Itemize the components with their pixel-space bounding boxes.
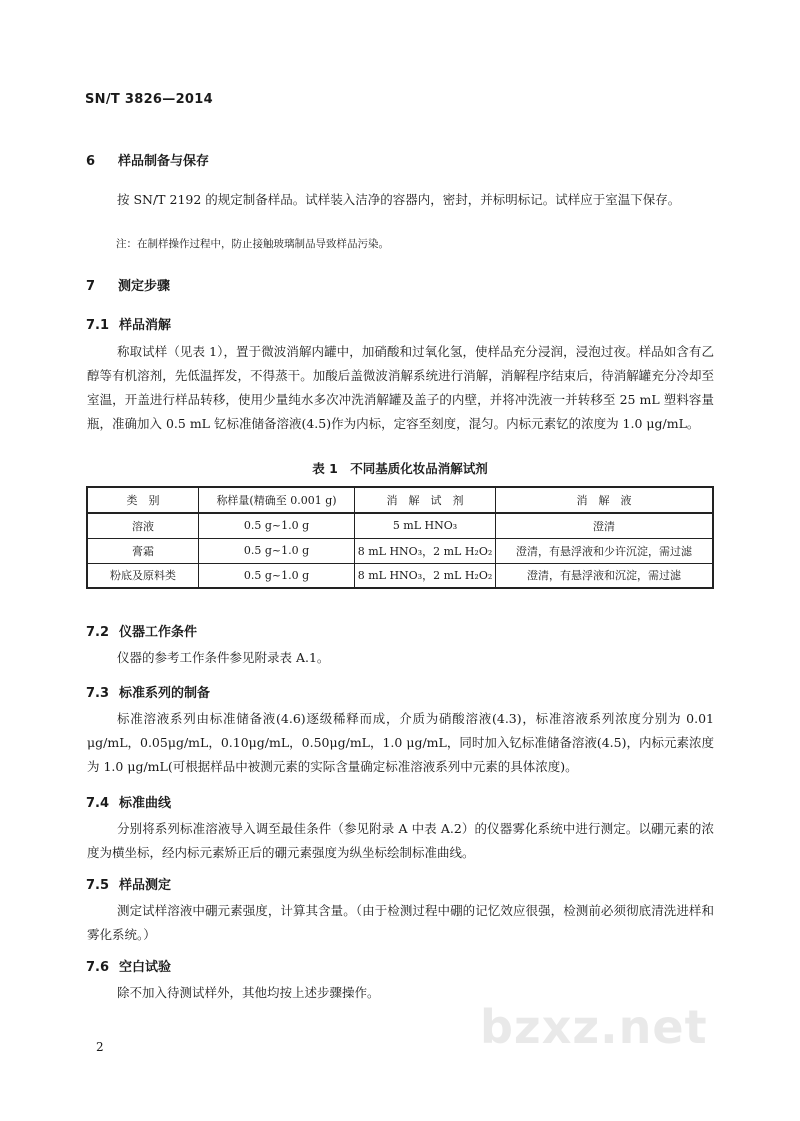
section-number: 7.3: [86, 686, 110, 701]
table-header-cell: 消 解 液: [496, 487, 714, 513]
section-number: 7.1: [86, 318, 110, 333]
section-title: 标准系列的制备: [119, 686, 211, 701]
section-number: 7.5: [86, 878, 110, 893]
section-6-paragraph: 按 SN/T 2192 的规定制备样品。试样装入洁净的容器内，密封，并标明标记。试样应于室温下保存。: [117, 192, 681, 207]
section-title: 样品制备与保存: [118, 154, 210, 169]
table-cell: 0.5 g~1.0 g: [199, 538, 355, 563]
section-7-5-heading: [86, 874, 171, 893]
table-row: [87, 563, 713, 588]
table-row: [87, 513, 713, 538]
section-7-2-heading: [86, 621, 197, 640]
table-cell: 膏霜: [87, 538, 199, 563]
page-number: 2: [96, 1040, 104, 1054]
table-cell: 0.5 g~1.0 g: [199, 563, 355, 588]
section-7-heading: [86, 275, 170, 294]
table-row: [87, 538, 713, 563]
section-7-5-paragraph: 测定试样溶液中硼元素强度，计算其含量。（由于检测过程中硼的记忆效应很强，检测前必须彻底清洗进样和雾化系统。）: [87, 903, 714, 942]
section-6-note: 注：在制样操作过程中，防止接触玻璃制品导致样品污染。: [116, 238, 389, 250]
section-number: 7: [86, 279, 96, 294]
section-7-6-heading: [86, 956, 171, 975]
section-number: 7.4: [86, 796, 110, 811]
table-cell: 8 mL HNO₃，2 mL H₂O₂: [355, 563, 496, 588]
table-header-cell: 消 解 试 剂: [355, 487, 496, 513]
section-title: 标准曲线: [119, 796, 172, 811]
table-cell: 0.5 g~1.0 g: [199, 513, 355, 538]
table-cell: 澄清，有悬浮液和沉淀，需过滤: [496, 563, 714, 588]
table-1-caption: 表 1 不同基质化妆品消解试剂: [312, 461, 488, 476]
section-7-4-heading: [86, 792, 171, 811]
section-title: 样品消解: [119, 318, 172, 333]
section-title: 测定步骤: [118, 279, 171, 294]
table-cell: 溶液: [87, 513, 199, 538]
table-cell: 粉底及原料类: [87, 563, 199, 588]
table-header-cell: 称样量(精确至 0.001 g): [199, 487, 355, 513]
section-number: 6: [86, 154, 96, 169]
section-number: 7.6: [86, 960, 110, 975]
section-6-heading: [86, 150, 209, 169]
section-7-2-paragraph: 仪器的参考工作条件参见附录表 A.1。: [117, 650, 330, 665]
table-cell: 澄清，有悬浮液和少许沉淀，需过滤: [496, 538, 714, 563]
table-header-cell: 类 别: [87, 487, 199, 513]
section-title: 仪器工作条件: [119, 625, 198, 640]
section-7-6-paragraph: 除不加入待测试样外，其他均按上述步骤操作。: [117, 985, 380, 1000]
standard-code-header: SN/T 3826—2014: [85, 92, 213, 107]
section-7-1-paragraph: 称取试样（见表 1），置于微波消解内罐中，加硝酸和过氧化氢，使样品充分浸润，浸泡过夜。样品如含有乙醇等有机溶剂，先低温挥发，不得蒸干。加酸后盖微波消解系统进行消解，消解程序结束后，待消解罐充分冷却至室温，开盖进行样品转移，使用少量纯水多次冲洗消解罐及盖子的内壁，并将冲洗液一并转移至 25 mL 塑料容量瓶，准确加入 0.5 mL 钇标准储备溶液(4.5)作为内标，定容至刻度，混匀。内标元素钇的浓度为 1.0 μg/mL。: [87, 344, 714, 431]
table-cell: 5 mL HNO₃: [355, 513, 496, 538]
table-cell: 澄清: [496, 513, 714, 538]
table-1: [86, 486, 714, 589]
section-title: 样品测定: [119, 878, 172, 893]
section-number: 7.2: [86, 625, 110, 640]
table-header-row: [87, 487, 713, 513]
table-cell: 8 mL HNO₃，2 mL H₂O₂: [355, 538, 496, 563]
section-7-1-heading: [86, 314, 171, 333]
section-7-3-paragraph: 标准溶液系列由标准储备液(4.6)逐级稀释而成，介质为硝酸溶液(4.3)，标准溶液系列浓度分别为 0.01 μg/mL，0.05μg/mL，0.10μg/mL，0.50μg/mL，1.0 μg/mL，同时加入钇标准储备溶液(4.5)，内标元素浓度为 1.0 μg/mL(可根据样品中被测元素的实际含量确定标准溶液系列中元素的具体浓度)。: [87, 711, 714, 774]
section-title: 空白试验: [119, 960, 172, 975]
watermark: bzxz.net: [480, 1000, 708, 1054]
section-7-3-heading: [86, 682, 210, 701]
section-7-4-paragraph: 分别将系列标准溶液导入调至最佳条件（参见附录 A 中表 A.2）的仪器雾化系统中进行测定。以硼元素的浓度为横坐标，经内标元素矫正后的硼元素强度为纵坐标绘制标准曲线。: [87, 821, 714, 860]
